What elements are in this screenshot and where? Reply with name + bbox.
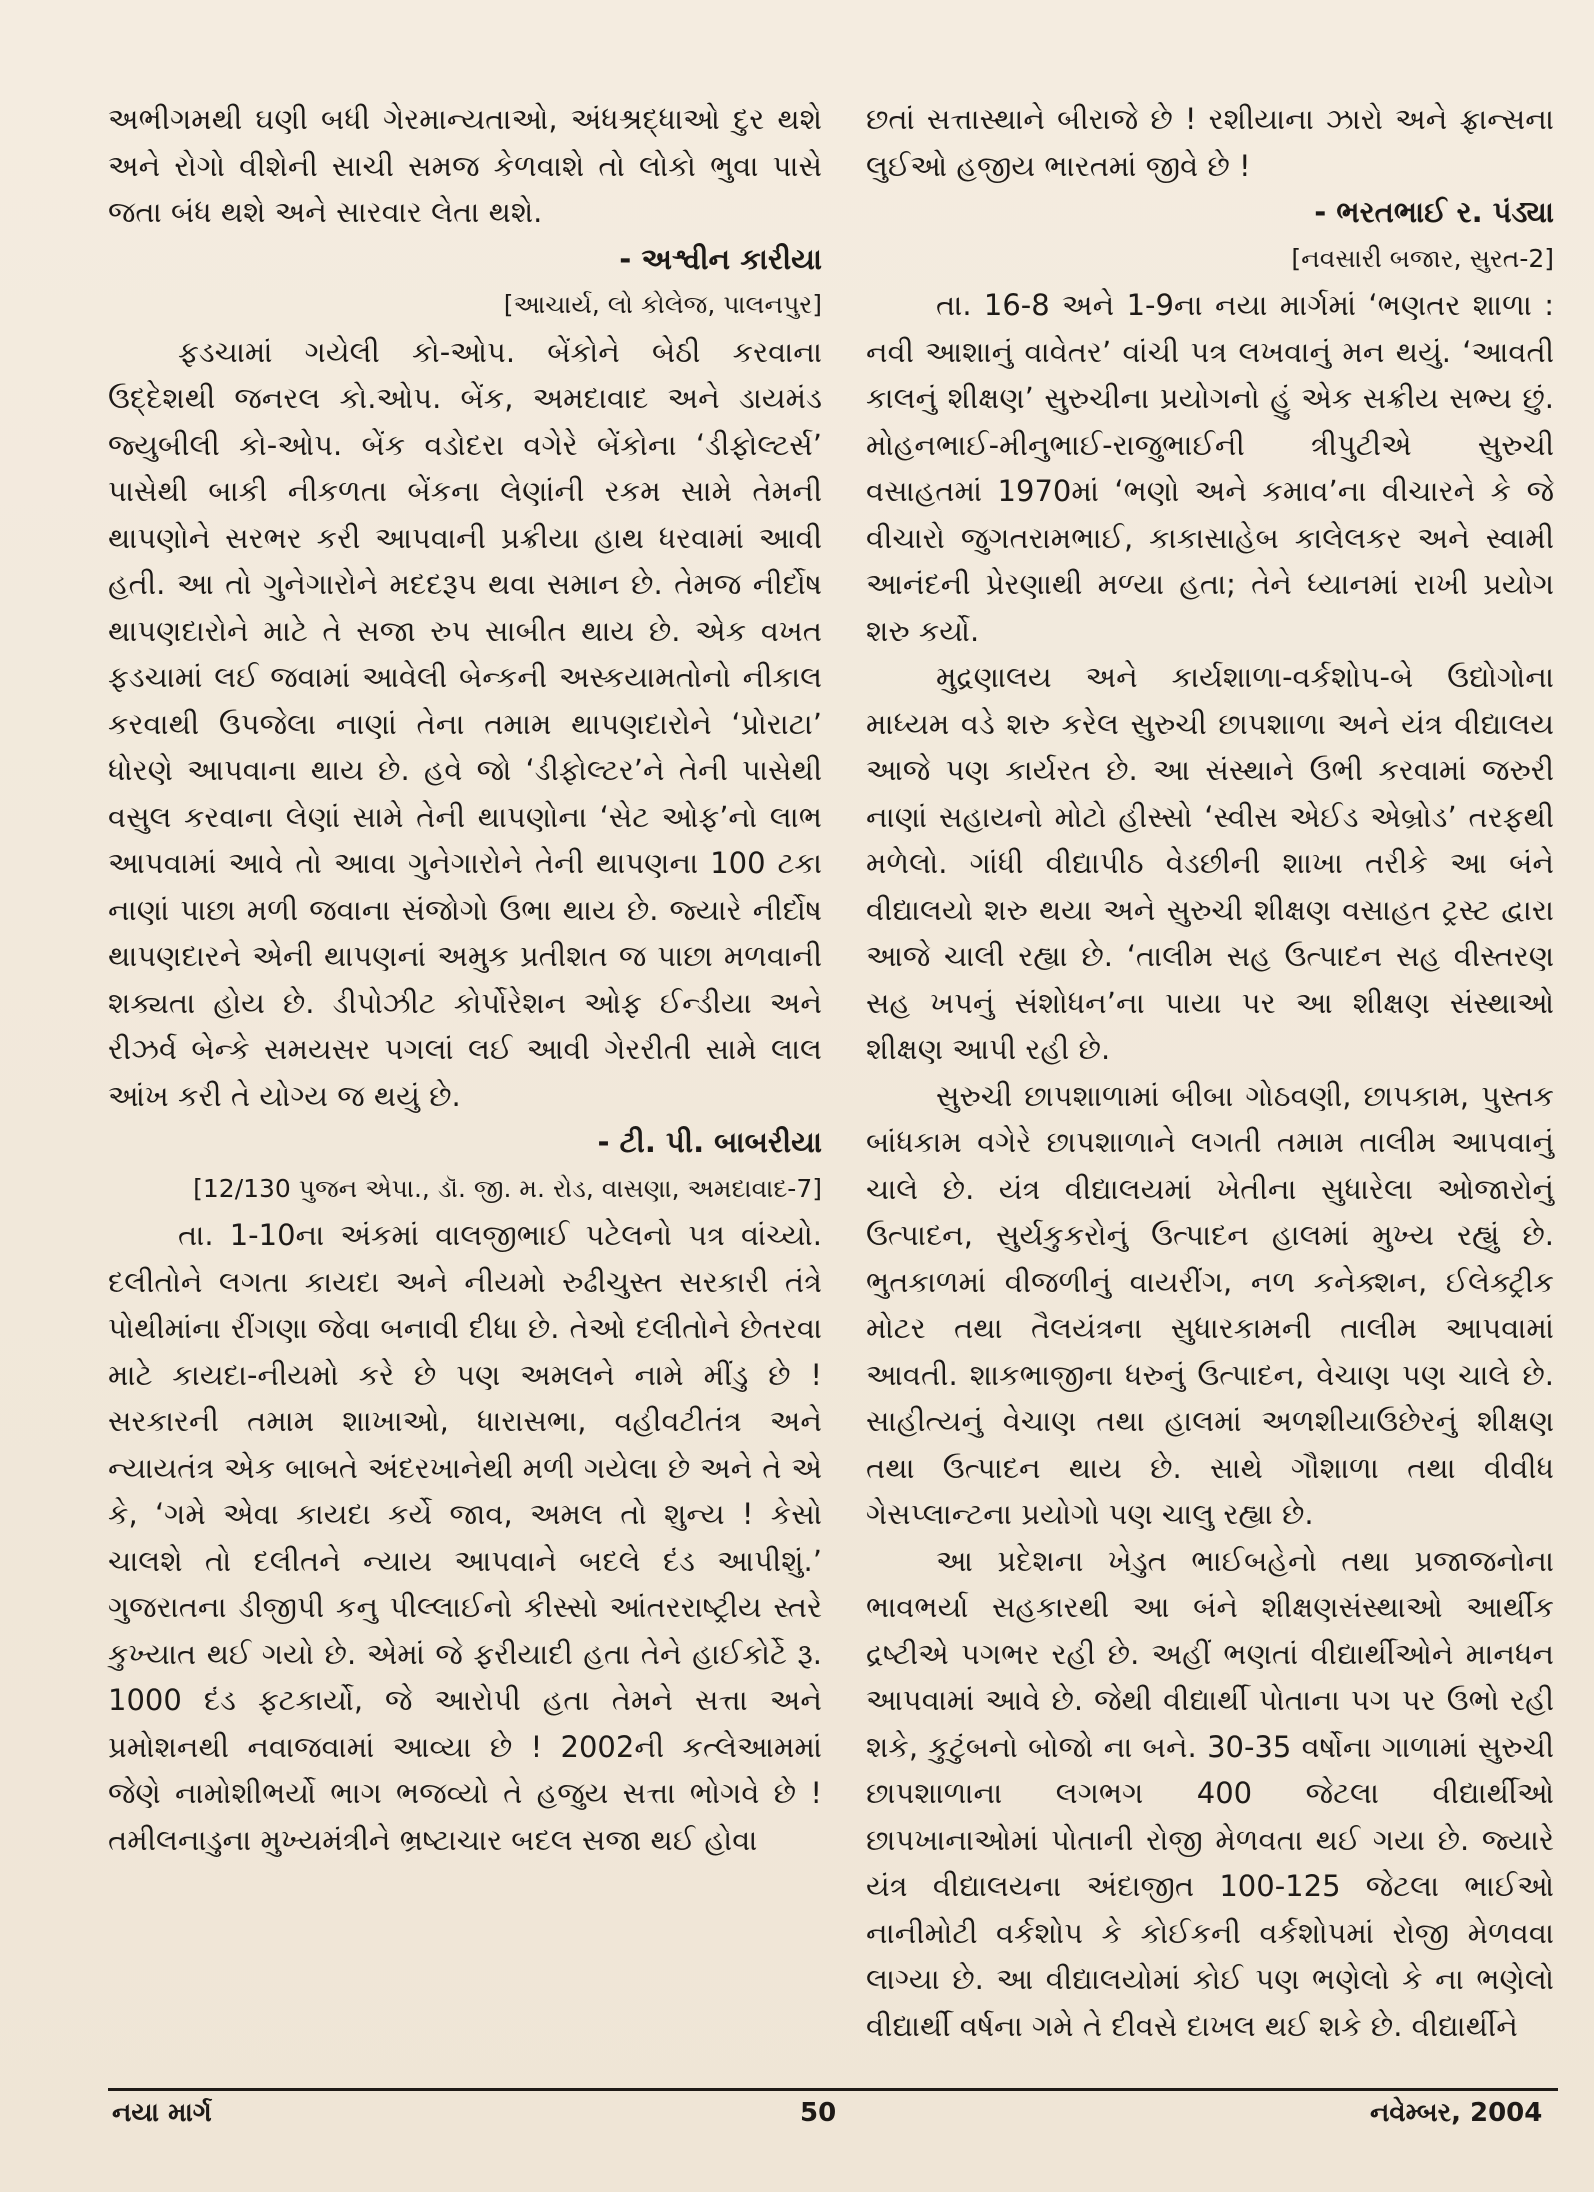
paragraph: તા. 1-10ના અંકમાં વાલજીભાઈ પટેલનો પત્ર વાંચ્યો. દલીતોને લગતા કાયદા અને નીયમો રુઢીચુસ્ત સરકારી તંત્રે પોથીમાંના રીંગણા જેવા બનાવી દીધા છે. તેઓ દલીતોને છેતરવા માટે કાયદા-નીયમો કરે છે પણ અમલને નામે મીંડુ છે ! સરકારની તમામ શાખાઓ, ધારાસભા, વહીવટીતંત્ર અને ન્યાયતંત્ર એક બાબતે અંદરખાનેથી મળી ગયેલા છે અને તે એ કે, ‘ગમે એવા કાયદા કર્યે જાવ, અમલ તો શુન્ય ! કેસો ચાલશે તો દલીતને ન્યાય આપવાને બદલે દંડ આપીશું.’ ગુજરાતના ડીજીપી કનુ પીલ્લાઈનો કીસ્સો આંતરરાષ્ટ્રીય સ્તરે કુખ્યાત થઈ ગયો છે. એમાં જે ફરીયાદી હતા તેને હાઈકોર્ટે રૂ. 1000 દંડ ફટકાર્યો, જે આરોપી હતા તેમને સત્તા અને પ્રમોશનથી નવાજવામાં આવ્યા છે ! 2002ની કત્લેઆમમાં જેણે નામોશીભર્યો ભાગ ભજવ્યો તે હજુય સત્તા ભોગવે છે ! તમીલનાડુના મુખ્યમંત્રીને ભ્રષ્ટાચાર બદલ સજા થઈ હોવા: [108, 1218, 822, 1857]
paragraph: સુરુચી છાપશાળામાં બીબા ગોઠવણી, છાપકામ, પુસ્તક બાંધકામ વગેરે છાપશાળાને લગતી તમામ તાલીમ આપવાનું ચાલે છે. યંત્ર વીદ્યાલયમાં ખેતીના સુધારેલા ઓજારોનું ઉત્પાદન, સુર્યકુકરોનું ઉત્પાદન હાલમાં મુખ્ય રહ્યું છે. ભુતકાળમાં વીજળીનું વાયરીંગ, નળ કનેક્શન, ઈલેક્ટ્રીક મોટર તથા તૈલયંત્રના સુધારકામની તાલીમ આપવામાં આવતી. શાકભાજીના ધરુનું ઉત્પાદન, વેચાણ પણ ચાલે છે. સાહીત્યનું વેચાણ તથા હાલમાં અળશીયાઉછેરનું શીક્ષણ તથા ઉત્પાદન થાય છે. સાથે ગૌશાળા તથા વીવીધ ગેસપ્લાન્ટના પ્રયોગો પણ ચાલુ રહ્યા છે.: [866, 1078, 1554, 1531]
paragraph: આ પ્રદેશના ખેડુત ભાઈબહેનો તથા પ્રજાજનોના ભાવભર્યા સહકારથી આ બંને શીક્ષણસંસ્થાઓ આર્થીક દ્રષ્ટીએ પગભર રહી છે. અહીં ભણતાં વીદ્યાર્થીઓને માનધન આપવામાં આવે છે. જેથી વીદ્યાર્થી પોતાના પગ પર ઉભો રહી શકે, કુટુંબનો બોજો ના બને. 30-35 વર્ષોના ગાળામાં સુરુચી છાપશાળાના લગભગ 400 જેટલા વીદ્યાર્થીઓ છાપખાનાઓમાં પોતાની રોજી મેળવતા થઈ ગયા છે. જ્યારે યંત્ર વીદ્યાલયના અંદાજીત 100-125 જેટલા ભાઈઓ નાનીમોટી વર્કશોપ કે કોઈકની વર્કશોપમાં રોજી મેળવવા લાગ્યા છે. આ વીદ્યાલયોમાં કોઈ પણ ભણેલો કે ના ભણેલો વીદ્યાર્થી વર્ષના ગમે તે દીવસે દાખલ થઈ શકે છે. વીદ્યાર્થીને: [866, 1543, 1554, 2043]
paragraph: મુદ્રણાલય અને કાર્યશાળા-વર્કશોપ-બે ઉદ્યોગોના માધ્યમ વડે શરુ કરેલ સુરુચી છાપશાળા અને યંત્ર વીદ્યાલય આજે પણ કાર્યરત છે. આ સંસ્થાને ઉભી કરવામાં જરુરી નાણાં સહાયનો મોટો હીસ્સો ‘સ્વીસ એઈડ એબ્રોડ’ તરફથી મળેલો. ગાંધી વીદ્યાપીઠ વેડછીની શાખા તરીકે આ બંને વીદ્યાલયો શરુ થયા અને સુરુચી શીક્ષણ વસાહત ટ્રસ્ટ દ્વારા આજે ચાલી રહ્યા છે. ‘તાલીમ સહ ઉત્પાદન સહ વીસ્તરણ સહ ખપનું સંશોધન’ના પાયા પર આ શીક્ષણ સંસ્થાઓ શીક્ષણ આપી રહી છે.: [866, 660, 1554, 1066]
footer-divider: [108, 2088, 1558, 2091]
signature-address: [12/130 પુજન એપા., ડૉ. જી. મ. રોડ, વાસણા, અમદાવાદ-7]: [193, 1173, 822, 1203]
paragraph: અભીગમથી ઘણી બધી ગેરમાન્યતાઓ, અંધશ્રદ્ધાઓ દુર થશે અને રોગો વીશેની સાચી સમજ કેળવાશે તો લોકો ભુવા પાસે જતા બંધ થશે અને સારવાર લેતા થશે.: [108, 102, 822, 229]
footer-date: નવેમ્બર, 2004: [1370, 2098, 1543, 2128]
paragraph: છતાં સત્તાસ્થાને બીરાજે છે ! રશીયાના ઝારો અને ફ્રાન્સના લુઈઓ હજીય ભારતમાં જીવે છે !: [866, 102, 1554, 183]
signature: - ટી. પી. બાબરીયા: [597, 1125, 822, 1159]
left-column: [108, 96, 822, 1863]
signature: - ભરતભાઈ ર. પંડ્યા: [1314, 195, 1554, 229]
footer-publication: નયા માર્ગ: [112, 2098, 212, 2128]
paragraph: તા. 16-8 અને 1-9ના નયા માર્ગમાં ‘ભણતર શાળા : નવી આશાનું વાવેતર’ વાંચી પત્ર લખવાનું મન થયું. ‘આવતી કાલનું શીક્ષણ’ સુરુચીના પ્રયોગનો હું એક સક્રીય સભ્ય છું. મોહનભાઈ-મીનુભાઈ-રાજુભાઈની ત્રીપુટીએ સુરુચી વસાહતમાં 1970માં ‘ભણો અને કમાવ’ના વીચારને કે જે વીચારો જુગતરામભાઈ, કાકાસાહેબ કાલેલકર અને સ્વામી આનંદની પ્રેરણાથી મળ્યા હતા; તેને ધ્યાનમાં રાખી પ્રયોગ શરુ કર્યો.: [866, 288, 1554, 648]
signature-address: [નવસારી બજાર, સુરત-2]: [1291, 243, 1554, 273]
page-number: 50: [800, 2098, 837, 2128]
signature: - અશ્વીન કારીયા: [619, 241, 822, 276]
right-column: [866, 96, 1554, 2049]
signature-address: [આચાર્ય, લો કોલેજ, પાલનપુર]: [503, 290, 822, 319]
paragraph: ફડચામાં ગયેલી કો-ઓપ. બેંકોને બેઠી કરવાના ઉદ્દેશથી જનરલ કો.ઓપ. બેંક, અમદાવાદ અને ડાયમંડ જ્યુબીલી કો-ઓપ. બેંક વડોદરા વગેરે બેંકોના ‘ડીફોલ્ટર્સ’ પાસેથી બાકી નીકળતા બેંકના લેણાંની રકમ સામે તેમની થાપણોને સરભર કરી આપવાની પ્રક્રીયા હાથ ધરવામાં આવી હતી. આ તો ગુનેગારોને મદદરૂપ થવા સમાન છે. તેમજ નીર્દોષ થાપણદારોને માટે તે સજા રુપ સાબીત થાય છે. એક વખત ફડચામાં લઈ જવામાં આવેલી બેન્કની અસ્કયામતોનો નીકાલ કરવાથી ઉપજેલા નાણાં તેના તમામ થાપણદારોને ‘પ્રોરાટા’ ધોરણે આપવાના થાય છે. હવે જો ‘ડીફોલ્ટર’ને તેની પાસેથી વસુલ કરવાના લેણાં સામે તેની થાપણોના ‘સેટ ઓફ’નો લાભ આપવામાં આવે તો આવા ગુનેગારોને તેની થાપણના 100 ટકા નાણાં પાછા મળી જવાના સંજોગો ઉભા થાય છે. જ્યારે નીર્દોષ થાપણદારને એની થાપણનાં અમુક પ્રતીશત જ પાછા મળવાની શક્યતા હોય છે. ડીપોઝીટ કોર્પોરેશન ઓફ ઈન્ડીયા અને રીઝર્વ બેન્કે સમયસર પગલાં લઈ આવી ગેરરીતી સામે લાલ આંખ કરી તે યોગ્ય જ થયું છે.: [108, 334, 822, 1113]
